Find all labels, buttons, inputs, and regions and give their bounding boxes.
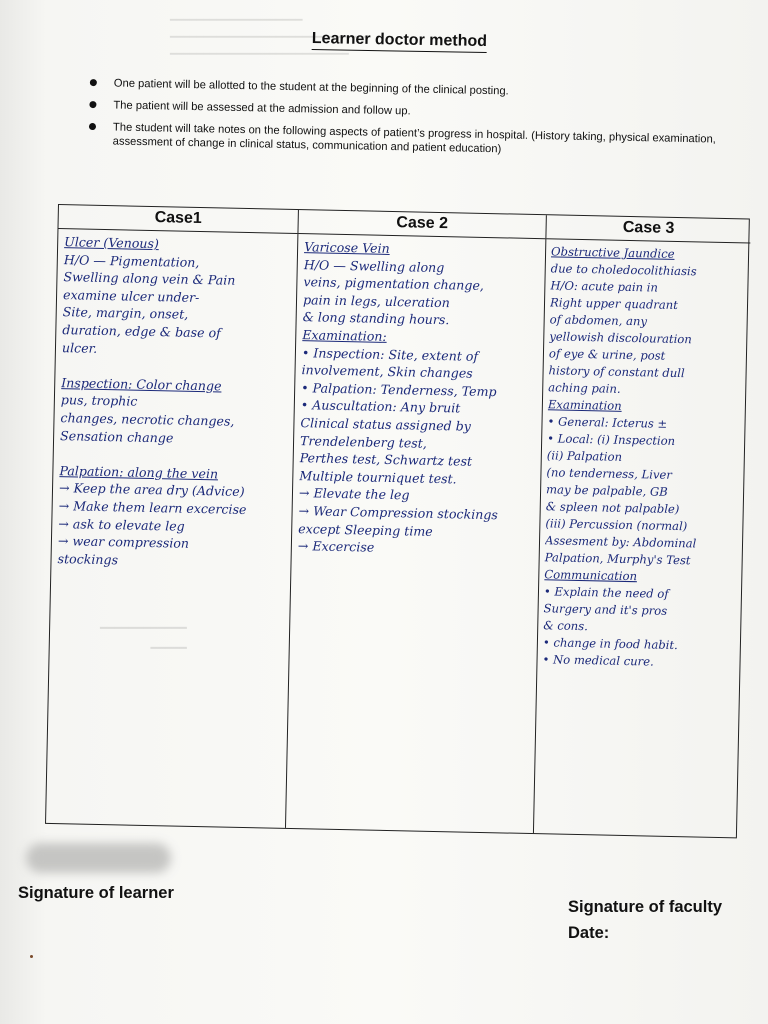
case-header: Case1 [58,205,297,234]
note-line: Assesment by: Abdominal [544,533,697,551]
note-line: Clinical status assigned by [300,415,472,434]
note-line: duration, edge & base of [62,322,221,341]
note-line: → Wear Compression stockings [298,503,499,523]
redacted-name [26,843,171,873]
note-line: • Auscultation: Any bruit [300,397,461,416]
note-line: Site, margin, onset, [62,304,189,323]
bullet-icon [89,101,96,108]
note-line: & cons. [543,618,589,634]
note-line: Ulcer (Venous) [64,234,160,252]
page-title: Learner doctor method [312,30,487,53]
instructions-list [88,76,749,169]
note-line: • No medical cure. [542,652,654,669]
case-column-2 [286,210,547,833]
note-line: Multiple tourniquet test. [299,467,457,487]
note-line: → Elevate the leg [298,485,410,503]
note-line: aching pain. [548,380,621,396]
note-line: (ii) Palpation [546,448,623,464]
date-label: Date: [568,924,610,942]
note-line: • Inspection: Site, extent of [301,344,479,364]
note-line: • General: Icterus ± [547,414,668,431]
note-line: Trendelenberg test, [299,432,427,451]
bleed-through-signature: ━━━━━━━━━━━━ ━━━━━ [100,621,187,655]
handwritten-notes [537,239,750,672]
case-header: Case 3 [546,215,750,243]
signature-faculty-label: Signature of faculty [568,898,723,916]
note-line: H/O: acute pain in [550,278,659,295]
note-line: → Keep the area dry (Advice) [58,480,245,500]
case-table [45,204,750,838]
note-line: Swelling along vein & Pain [63,269,236,288]
bullet-icon [90,79,97,86]
note-line: yellowish discolouration [549,329,692,347]
note-line: may be palpable, GB [545,482,668,499]
bullet-text: One patient will be allotted to the student at the beginning of the clinical posting. [113,77,509,98]
note-line: veins, pigmentation change, [303,274,485,294]
note-line: Palpation: along the vein [59,462,219,482]
note-line: pain in legs, ulceration [302,291,451,311]
bullet-text: The patient will be assessed at the admission and follow up. [113,99,411,118]
note-line: Varicose Vein [304,239,390,256]
bleed-through-text: ━━━━━━━━━━━━━━━━━━━━━━━━━━━ ━━━━━━━━━━━━━━━━━━━━━━━━━━━━━━ ━━━━━━━━━━━━━━━━━━━━ [170,13,369,59]
note-line: (no tenderness, Liver [546,465,673,482]
note-line: H/O — Pigmentation, [63,251,200,270]
note-line: of abdomen, any [549,312,648,329]
note-line: H/O — Swelling along [303,256,445,275]
note-line: Obstructive Jaundice [550,244,675,261]
note-line: (iii) Percussion (normal) [545,516,688,534]
note-line: Examination [547,397,622,413]
note-line: & spleen not palpable) [545,499,680,517]
bullet-icon [89,123,96,130]
note-line: pus, trophic [60,392,138,410]
case-column-3 [534,215,751,837]
bullet-text: The student will take notes on the following aspects of patient’s progress in hospital. (History taking, physical examination, assessment of change in clinical status, communication and patient education) [112,121,716,156]
note-line: → wear compression [57,533,190,551]
note-line: → ask to elevate leg [58,515,185,534]
note-line: Communication [544,567,638,584]
note-line: of eye & urine, post [548,346,666,363]
note-line: Palpation, Murphy's Test [544,550,691,568]
case-column-1 [46,205,299,828]
note-line: due to choledocolithiasis [550,261,697,279]
note-line: Sensation change [60,427,174,445]
note-line: → Make them learn excercise [58,497,247,517]
note-line: Surgery and it's pros [543,601,668,618]
note-line: Inspection: Color change [61,374,222,394]
note-line: • Local: (i) Inspection [547,431,676,448]
note-line: • Explain the need of [543,584,669,601]
note-line: Right upper quadrant [549,295,679,313]
note-line: ulcer. [61,339,98,356]
note-line: → Excercise [297,538,375,555]
note-line: examine ulcer under- [62,286,200,305]
note-line: involvement, Skin changes [301,362,473,381]
note-line: • change in food habit. [542,635,678,653]
handwritten-notes [51,229,297,572]
note-line: history of constant dull [548,363,685,381]
note-line: stockings [57,550,119,568]
note-line: changes, necrotic changes, [60,410,235,429]
note-line: Examination: [302,327,387,344]
case-header: Case 2 [298,210,545,239]
note-line: & long standing hours. [302,309,450,328]
paper-speck [30,955,33,958]
signature-learner-label: Signature of learner [18,884,174,902]
note-line: • Palpation: Tenderness, Temp [301,379,497,399]
bullet-item [89,120,749,161]
note-line: Perthes test, Schwartz test [299,450,473,469]
handwritten-notes [292,234,546,560]
note-line: except Sleeping time [298,520,433,539]
